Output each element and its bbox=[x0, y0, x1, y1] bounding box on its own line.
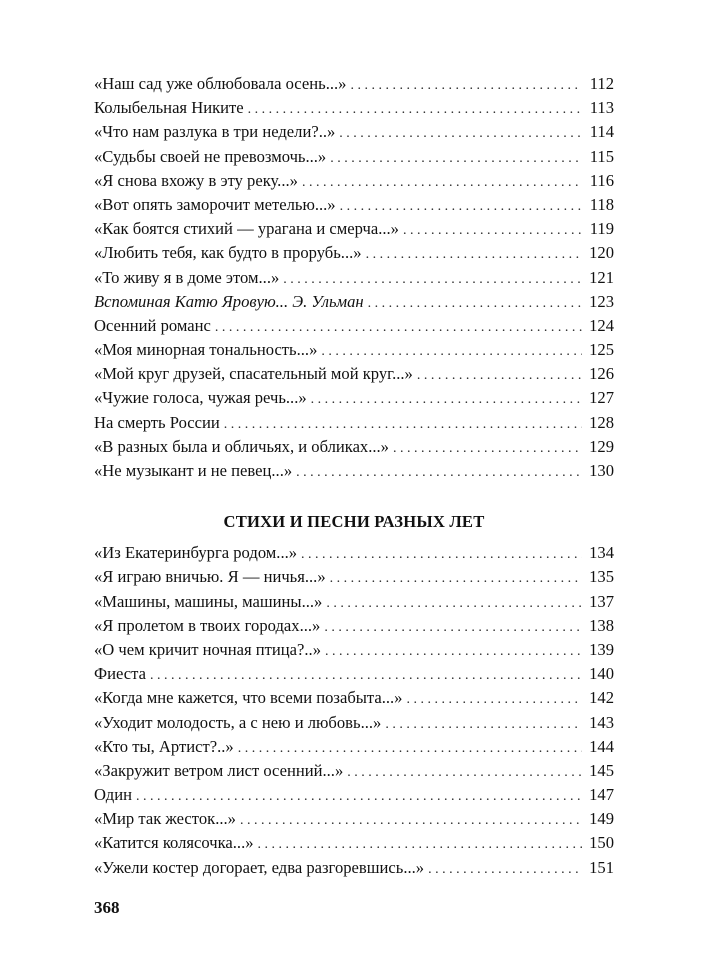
toc-entry bbox=[94, 241, 614, 265]
toc-entry-title: «Как боятся стихий — урагана и смерча...» bbox=[94, 219, 399, 239]
toc-entry-title: «Катится колясочка...» bbox=[94, 833, 254, 853]
toc-entry-title: «Из Екатеринбурга родом...» bbox=[94, 543, 298, 563]
toc-entry-page: 130 bbox=[589, 461, 614, 480]
toc-entry bbox=[94, 169, 614, 193]
toc-entry bbox=[94, 807, 614, 831]
toc-entry bbox=[94, 638, 614, 662]
toc-entry bbox=[94, 783, 614, 807]
toc-entry-page: 114 bbox=[589, 122, 614, 142]
dot-leader bbox=[321, 340, 582, 364]
toc-entry bbox=[94, 386, 614, 410]
toc-entry-title: «Мой круг друзей, спасательный мой круг...» bbox=[94, 364, 413, 384]
dot-leader bbox=[330, 147, 582, 171]
toc-entry-page: 140 bbox=[589, 664, 614, 684]
toc-entry-page: 145 bbox=[589, 760, 614, 780]
toc-entry-title: «Уходит молодость, а с нею и любовь...» bbox=[94, 712, 382, 732]
toc-entry-title: «Чужие голоса, чужая речь...» bbox=[94, 388, 307, 408]
dot-leader bbox=[301, 543, 582, 567]
toc-entry bbox=[94, 565, 614, 589]
dot-leader bbox=[393, 437, 582, 461]
toc-entry-page: 137 bbox=[589, 591, 614, 611]
toc-entry-page: 120 bbox=[589, 243, 614, 263]
dot-leader bbox=[406, 688, 582, 712]
toc-entry bbox=[94, 856, 614, 880]
toc-entry-title: «Кто ты, Артист?..» bbox=[94, 736, 234, 756]
toc-entry bbox=[94, 120, 614, 144]
dot-leader bbox=[136, 785, 582, 809]
toc-entry bbox=[94, 735, 614, 759]
toc-entry-title: «Я пролетом в твоих городах...» bbox=[94, 615, 321, 635]
toc-entry bbox=[94, 411, 614, 435]
toc-entry-page: 121 bbox=[589, 267, 614, 287]
toc-entry-title: Вспоминая Катю Яровую... Э. Ульман bbox=[94, 291, 364, 311]
toc-entry-title: «Когда мне кажется, что всеми позабыта...» bbox=[94, 688, 403, 708]
dot-leader bbox=[368, 292, 582, 316]
toc-entry bbox=[94, 590, 614, 614]
dot-leader bbox=[385, 713, 582, 737]
dot-leader bbox=[258, 833, 582, 857]
toc-entry-page: 150 bbox=[589, 833, 614, 853]
toc-entry bbox=[94, 217, 614, 241]
dot-leader bbox=[325, 640, 582, 664]
dot-leader bbox=[240, 809, 582, 833]
toc-entry-title: «Ужели костер догорает, едва разгоревшись...» bbox=[94, 857, 425, 877]
dot-leader bbox=[215, 316, 582, 340]
dot-leader bbox=[403, 219, 582, 243]
toc-entry bbox=[94, 362, 614, 386]
toc-entry-page: 149 bbox=[589, 809, 614, 829]
toc-entry-page: 112 bbox=[589, 74, 614, 93]
dot-leader bbox=[347, 761, 582, 785]
dot-leader bbox=[428, 858, 582, 882]
dot-leader bbox=[311, 388, 582, 412]
toc-entry-title: «Машины, машины, машины...» bbox=[94, 591, 323, 611]
toc-entry-page: 118 bbox=[589, 194, 614, 214]
toc-entry-page: 115 bbox=[589, 146, 614, 166]
dot-leader bbox=[324, 616, 582, 640]
toc-entry bbox=[94, 662, 614, 686]
toc-entry-title: «Не музыкант и не певец...» bbox=[94, 461, 293, 480]
toc-entry-title: «То живу я в доме этом...» bbox=[94, 267, 280, 287]
toc-entry-title: «О чем кричит ночная птица?..» bbox=[94, 639, 321, 659]
toc-entry bbox=[94, 459, 614, 483]
toc-entry bbox=[94, 193, 614, 217]
dot-leader bbox=[340, 195, 582, 219]
toc-entry-page: 129 bbox=[589, 436, 614, 456]
dot-leader bbox=[326, 592, 582, 616]
toc-entry-title: «Я играю вничью. Я — ничья...» bbox=[94, 567, 326, 587]
toc-entry-title: «Наш сад уже облюбовала осень...» bbox=[94, 74, 347, 93]
dot-leader bbox=[417, 364, 582, 388]
dot-leader bbox=[150, 664, 582, 688]
toc-entry-page: 125 bbox=[589, 340, 614, 360]
toc-entry bbox=[94, 435, 614, 459]
dot-leader bbox=[330, 567, 582, 591]
toc-entry-page: 127 bbox=[589, 388, 614, 408]
toc-entry-title: «Закружит ветром лист осенний...» bbox=[94, 760, 344, 780]
toc-entry-page: 139 bbox=[589, 639, 614, 659]
toc-entry-page: 151 bbox=[589, 857, 614, 877]
toc-entry-page: 135 bbox=[589, 567, 614, 587]
toc-entry-page: 124 bbox=[589, 315, 614, 335]
toc-entry bbox=[94, 72, 614, 96]
toc-entry-page: 123 bbox=[589, 291, 614, 311]
dot-leader bbox=[366, 243, 582, 267]
dot-leader bbox=[302, 171, 582, 195]
toc-entry bbox=[94, 759, 614, 783]
toc-entry-title: «В разных была и обличьях, и обликах...» bbox=[94, 436, 389, 456]
toc-entry-title: Осенний романс bbox=[94, 315, 211, 335]
toc-entry-title: Один bbox=[94, 785, 132, 805]
toc-entry bbox=[94, 711, 614, 735]
table-of-contents-page bbox=[94, 72, 614, 880]
toc-entry-page: 138 bbox=[589, 615, 614, 635]
dot-leader bbox=[224, 413, 582, 437]
toc-entry-title: «Любить тебя, как будто в прорубь...» bbox=[94, 243, 362, 263]
toc-entry bbox=[94, 266, 614, 290]
toc-entry-page: 128 bbox=[589, 412, 614, 432]
toc-entry-page: 119 bbox=[589, 219, 614, 239]
section-heading: СТИХИ И ПЕСНИ РАЗНЫХ ЛЕТ bbox=[223, 512, 485, 532]
toc-entry-title: «Моя минорная тональность...» bbox=[94, 340, 318, 360]
toc-entry-title: «Вот опять заморочит метелью...» bbox=[94, 194, 336, 214]
toc-entry-page: 143 bbox=[589, 712, 614, 732]
toc-list-part1 bbox=[94, 72, 614, 483]
toc-entry bbox=[94, 145, 614, 169]
toc-entry-page: 147 bbox=[589, 785, 614, 805]
toc-entry-title: Колыбельная Никите bbox=[94, 98, 244, 118]
dot-leader bbox=[283, 268, 582, 292]
dot-leader bbox=[296, 461, 582, 485]
toc-entry bbox=[94, 314, 614, 338]
toc-entry bbox=[94, 541, 614, 565]
toc-entry bbox=[94, 338, 614, 362]
toc-entry-page: 126 bbox=[589, 364, 614, 384]
toc-entry-page: 116 bbox=[589, 170, 614, 190]
dot-leader bbox=[238, 737, 582, 761]
toc-entry bbox=[94, 686, 614, 710]
toc-list-part2 bbox=[94, 541, 614, 880]
toc-entry-title: Фиеста bbox=[94, 664, 146, 684]
page-number: 368 bbox=[94, 898, 120, 917]
dot-leader bbox=[350, 74, 582, 98]
toc-entry-title: На смерть России bbox=[94, 412, 220, 432]
toc-entry-title: «Судьбы своей не превозмочь...» bbox=[94, 146, 327, 166]
toc-entry-page: 142 bbox=[589, 688, 614, 708]
toc-entry-page: 144 bbox=[589, 736, 614, 756]
toc-entry bbox=[94, 290, 614, 314]
toc-entry bbox=[94, 96, 614, 120]
toc-entry-page: 113 bbox=[589, 98, 614, 118]
toc-entry-page: 134 bbox=[589, 543, 614, 563]
toc-entry-title: «Я снова вхожу в эту реку...» bbox=[94, 170, 298, 190]
toc-entry bbox=[94, 614, 614, 638]
dot-leader bbox=[339, 122, 582, 146]
toc-entry bbox=[94, 831, 614, 855]
toc-entry-title: «Мир так жесток...» bbox=[94, 809, 236, 829]
toc-entry-title: «Что нам разлука в три недели?..» bbox=[94, 122, 336, 142]
dot-leader bbox=[248, 98, 582, 122]
